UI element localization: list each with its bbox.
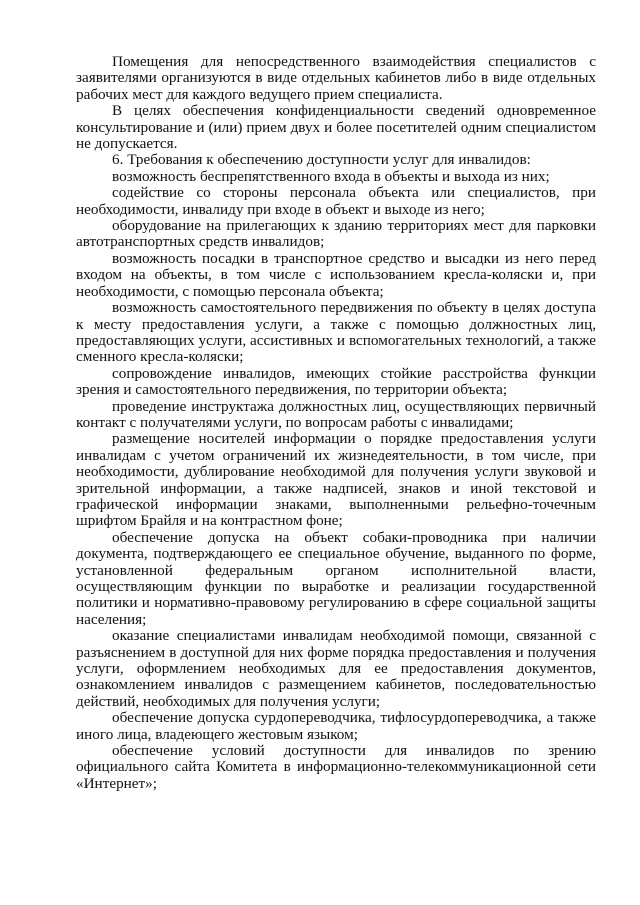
paragraph-premises: Помещения для непосредственного взаимодействия специалистов с заявителями организуются в виде отдельных кабинетов либо в виде отдельных рабочих мест для каждого ведущего прием специалиста. — [76, 53, 596, 103]
document-page — [76, 54, 596, 792]
paragraph-section-6-heading: 6. Требования к обеспечению доступности услуг для инвалидов: — [112, 151, 531, 169]
list-item-escort: сопровождение инвалидов, имеющих стойкие расстройства функции зрения и самостоятельного передвижения, по территории объекта; — [76, 364, 596, 399]
list-item-information-media: размещение носителей информации о порядке предоставления услуги инвалидам с учетом ограничений их жизнедеятельности, в том числе, при необходимости, дублирование необходимой для получения услуги звуковой и зрительной информации, а также надписей, знаков и иной текстовой и графической информации знаками, выполненными рельефно-точечным шрифтом Брайля и на контрастном фоне; — [76, 430, 596, 530]
paragraph-confidentiality: В целях обеспечения конфиденциальности сведений одновременное консультирование и (или) прием двух и более посетителей одним специалистом не допускается. — [76, 102, 596, 153]
list-item-parking: оборудование на прилегающих к зданию территориях мест для парковки автотранспортных средств инвалидов; — [76, 217, 596, 251]
list-item-sign-interpreter: обеспечение допуска сурдопереводчика, тифлосурдопереводчика, а также иного лица, владеющего жестовым языком; — [76, 709, 596, 743]
list-item-entry-exit: возможность беспрепятственного входа в объекты и выхода из них; — [112, 167, 550, 185]
list-item-staff-assistance: содействие со стороны персонала объекта или специалистов, при необходимости, инвалиду при входе в объект и выходе из него; — [76, 184, 596, 218]
list-item-staff-briefing: проведение инструктажа должностных лиц, осуществляющих первичный контакт с получателями услуги, по вопросам работы с инвалидами; — [76, 397, 596, 431]
list-item-independent-movement: возможность самостоятельного передвижения по объекту в целях доступа к месту предоставления услуги, а также с помощью должностных лиц, предоставляющих услуги, ассистивных и вспомогательных технологий, а также сменного кресла-коляски; — [76, 299, 596, 366]
list-item-specialist-help: оказание специалистами инвалидам необходимой помощи, связанной с разъяснением в доступной для них форме порядка предоставления и получения услуги, оформлением необходимых для ее предоставления документов, ознакомлением инвалидов с размещением кабинетов, последовательностью действий, необходимых для получения услуги; — [76, 627, 596, 710]
list-item-guide-dog: обеспечение допуска на объект собаки-проводника при наличии документа, подтверждающего ее специальное обучение, выданного по форме, установленной федеральным органом исполнительной власти, осуществляющим функции по выработке и реализации государственной политики и нормативно-правовому регулированию в сфере социальной защиты населения; — [76, 528, 596, 628]
list-item-transport-boarding: возможность посадки в транспортное средство и высадки из него перед входом на объекты, в том числе с использованием кресла-коляски и, при необходимости, с помощью персонала объекта; — [76, 249, 596, 300]
list-item-website-accessibility: обеспечение условий доступности для инвалидов по зрению официального сайта Комитета в информационно-телекоммуникационной сети «Интернет»; — [76, 742, 596, 792]
